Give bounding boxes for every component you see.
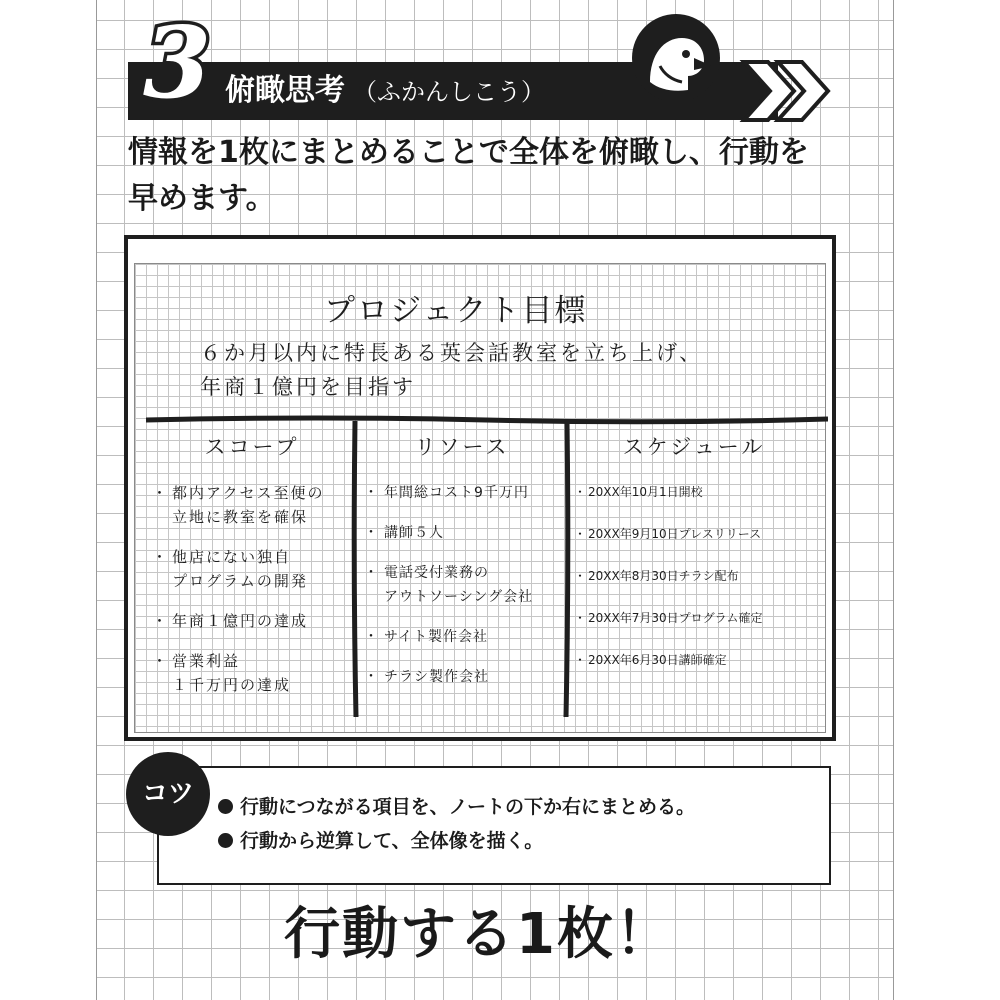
goal-line-1: ６か月以内に特長ある英会話教室を立ち上げ、 <box>200 341 704 365</box>
list-item: ・ 20XX年9月10日プレスリリース <box>574 523 814 545</box>
schedule-column <box>574 431 814 691</box>
chevron-arrows-icon <box>738 56 838 126</box>
list-item: ・ 20XX年8月30日チラシ配布 <box>574 565 814 587</box>
resource-column <box>364 431 560 705</box>
tip-item: 行動につながる項目を、ノートの下か右にまとめる。 <box>218 790 695 824</box>
resource-heading: リソース <box>414 435 510 459</box>
schedule-list <box>574 481 814 671</box>
bird-icon <box>630 12 722 104</box>
goal-text <box>200 336 800 404</box>
scope-column <box>152 431 352 713</box>
list-item: ・ 電話受付業務の アウトソーシング会社 <box>364 561 560 609</box>
goal-title: プロジェクト目標 <box>324 293 588 329</box>
list-item: ・ 年商１億円の達成 <box>152 609 352 633</box>
goal-line-2: 年商１億円を目指す <box>200 375 416 399</box>
lead-paragraph <box>128 130 848 222</box>
section-number: 3 <box>142 6 212 121</box>
closing-headline: 行動する1枚！ <box>284 902 673 967</box>
list-item: ・ チラシ製作会社 <box>364 665 560 689</box>
tips-list <box>218 790 695 858</box>
tips-badge: コツ <box>126 752 210 836</box>
tip-item: 行動から逆算して、全体像を描く。 <box>218 824 695 858</box>
section-title-reading: （ふかんしこう） <box>353 78 545 106</box>
list-item: ・ 講師５人 <box>364 521 560 545</box>
schedule-heading: スケジュール <box>622 435 766 459</box>
notebook-sheet <box>124 235 836 741</box>
lead-line-1: 情報を1枚にまとめることで全体を俯瞰し、行動を <box>128 135 809 170</box>
list-item: ・ 営業利益 １千万円の達成 <box>152 649 352 697</box>
lead-line-2: 早めます。 <box>128 181 276 216</box>
scope-list <box>152 481 352 697</box>
scope-heading: スコープ <box>204 435 300 459</box>
section-title-text: 俯瞰思考 <box>225 73 345 108</box>
list-item: ・ 年間総コスト9千万円 <box>364 481 560 505</box>
column-divider-2 <box>562 421 572 717</box>
list-item: ・ 20XX年7月30日プログラム確定 <box>574 607 814 629</box>
section-title <box>225 66 545 116</box>
list-item: ・ 20XX年6月30日講師確定 <box>574 649 814 671</box>
list-item: ・ 都内アクセス至便の 立地に教室を確保 <box>152 481 352 529</box>
resource-list <box>364 481 560 689</box>
list-item: ・ サイト製作会社 <box>364 625 560 649</box>
list-item: ・ 20XX年10月1日開校 <box>574 481 814 503</box>
horizontal-rule <box>146 415 828 425</box>
list-item: ・ 他店にない独自 プログラムの開発 <box>152 545 352 593</box>
